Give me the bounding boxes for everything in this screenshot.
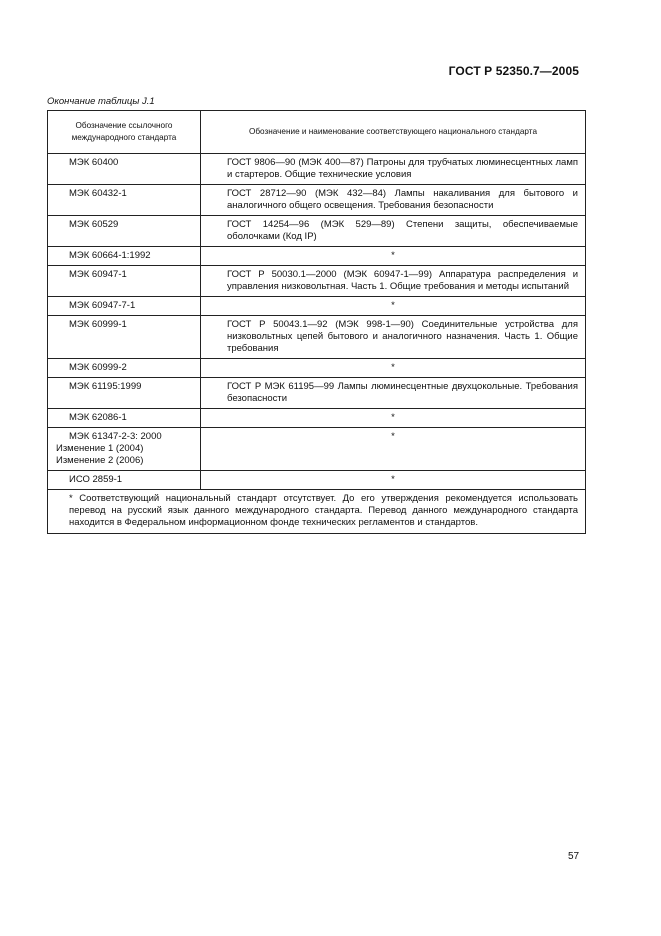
reference-standard-code: МЭК 60947-1 bbox=[69, 269, 127, 280]
table-row bbox=[48, 154, 586, 185]
footnote-cell bbox=[48, 490, 586, 534]
table-row bbox=[48, 378, 586, 409]
header-reference-standard bbox=[48, 111, 201, 154]
no-national-standard-marker bbox=[201, 359, 586, 378]
table-caption: Окончание таблицы J.1 bbox=[47, 96, 155, 107]
reference-standard-cell bbox=[48, 316, 201, 359]
table-row bbox=[48, 185, 586, 216]
header-col1-line: Обозначение ссылочного bbox=[75, 121, 173, 130]
table-row bbox=[48, 428, 586, 471]
header-col2-text: Обозначение и наименование соответствующего национального стандарта bbox=[249, 127, 537, 136]
footnote-text: * Соответствующий национальный стандарт отсутствует. До его утверждения рекомендуется использовать перевод на русский язык данного международного стандарта. Перевод данного международного стандарта находится в Федеральном информационном фонде технических регламентов и стандартов. bbox=[69, 493, 578, 528]
national-standard-cell bbox=[201, 185, 586, 216]
no-national-standard-marker bbox=[201, 247, 586, 266]
reference-standard-code: МЭК 60529 bbox=[69, 219, 119, 230]
national-standard-text: * bbox=[391, 474, 395, 485]
table-row bbox=[48, 359, 586, 378]
amendment-note: Изменение 2 (2006) bbox=[56, 455, 144, 466]
no-national-standard-marker bbox=[201, 471, 586, 490]
reference-standard-cell bbox=[48, 297, 201, 316]
amendment-note: Изменение 1 (2004) bbox=[56, 443, 144, 454]
national-standard-cell bbox=[201, 216, 586, 247]
header-col1-line: международного стандарта bbox=[71, 133, 177, 142]
reference-standard-code: МЭК 60664-1:1992 bbox=[69, 250, 151, 261]
page-number: 57 bbox=[568, 851, 580, 862]
reference-standard-code: МЭК 60999-1 bbox=[69, 319, 127, 330]
table-row bbox=[48, 266, 586, 297]
national-standard-text: ГОСТ 14254—96 (МЭК 529—89) Степени защиты, обеспечиваемые оболочками (Код IP) bbox=[227, 219, 578, 242]
reference-standard-code: МЭК 61195:1999 bbox=[69, 381, 142, 392]
national-standard-text: ГОСТ Р 50043.1—92 (МЭК 998-1—90) Соединительные устройства для низковольтных цепей бытового и аналогичного назначения. Часть 1. Общие требования bbox=[227, 319, 578, 354]
national-standard-text: * bbox=[391, 412, 395, 423]
reference-standard-code: МЭК 61347-2-3: 2000 bbox=[69, 431, 162, 442]
reference-standard-cell bbox=[48, 247, 201, 266]
national-standard-text: ГОСТ Р МЭК 61195—99 Лампы люминесцентные двухцокольные. Требования безопасности bbox=[227, 381, 578, 404]
reference-standard-code: МЭК 60999-2 bbox=[69, 362, 127, 373]
reference-standard-cell bbox=[48, 359, 201, 378]
reference-standard-cell bbox=[48, 154, 201, 185]
table-row bbox=[48, 216, 586, 247]
table-row bbox=[48, 471, 586, 490]
no-national-standard-marker bbox=[201, 297, 586, 316]
reference-standard-cell bbox=[48, 378, 201, 409]
reference-standard-cell bbox=[48, 428, 201, 471]
reference-standard-cell bbox=[48, 266, 201, 297]
header-national-standard bbox=[201, 111, 586, 154]
national-standard-cell bbox=[201, 266, 586, 297]
national-standard-text: * bbox=[391, 250, 395, 261]
table-row bbox=[48, 316, 586, 359]
reference-standard-code: МЭК 60400 bbox=[69, 157, 119, 168]
table-row bbox=[48, 297, 586, 316]
reference-standard-code: МЭК 60432-1 bbox=[69, 188, 127, 199]
reference-standard-code: МЭК 62086-1 bbox=[69, 412, 127, 423]
national-standard-cell bbox=[201, 378, 586, 409]
table-row bbox=[48, 409, 586, 428]
national-standard-cell bbox=[201, 154, 586, 185]
table-body bbox=[48, 154, 586, 490]
national-standard-text: * bbox=[391, 431, 395, 442]
table-row bbox=[48, 247, 586, 266]
reference-standard-cell bbox=[48, 216, 201, 247]
national-standard-text: ГОСТ Р 50030.1—2000 (МЭК 60947-1—99) Аппаратура распределения и управления низковольтная. Часть 1. Общие требования и методы испытаний bbox=[227, 269, 578, 292]
table-header-row bbox=[48, 111, 586, 154]
no-national-standard-marker bbox=[201, 428, 586, 471]
reference-standard-cell bbox=[48, 185, 201, 216]
national-standard-text: * bbox=[391, 362, 395, 373]
no-national-standard-marker bbox=[201, 409, 586, 428]
national-standard-text: * bbox=[391, 300, 395, 311]
footnote-row bbox=[48, 490, 586, 534]
reference-standard-code: МЭК 60947-7-1 bbox=[69, 300, 136, 311]
standards-table bbox=[47, 110, 586, 534]
reference-standard-cell bbox=[48, 471, 201, 490]
national-standard-text: ГОСТ 28712—90 (МЭК 432—84) Лампы накаливания для бытового и аналогичного общего освещения. Требования безопасности bbox=[227, 188, 578, 211]
reference-standard-code: ИСО 2859-1 bbox=[69, 474, 123, 485]
reference-standard-cell bbox=[48, 409, 201, 428]
document-code: ГОСТ Р 52350.7—2005 bbox=[448, 64, 579, 78]
national-standard-text: ГОСТ 9806—90 (МЭК 400—87) Патроны для трубчатых люминесцентных ламп и стартеров. Общие технические условия bbox=[227, 157, 578, 180]
national-standard-cell bbox=[201, 316, 586, 359]
